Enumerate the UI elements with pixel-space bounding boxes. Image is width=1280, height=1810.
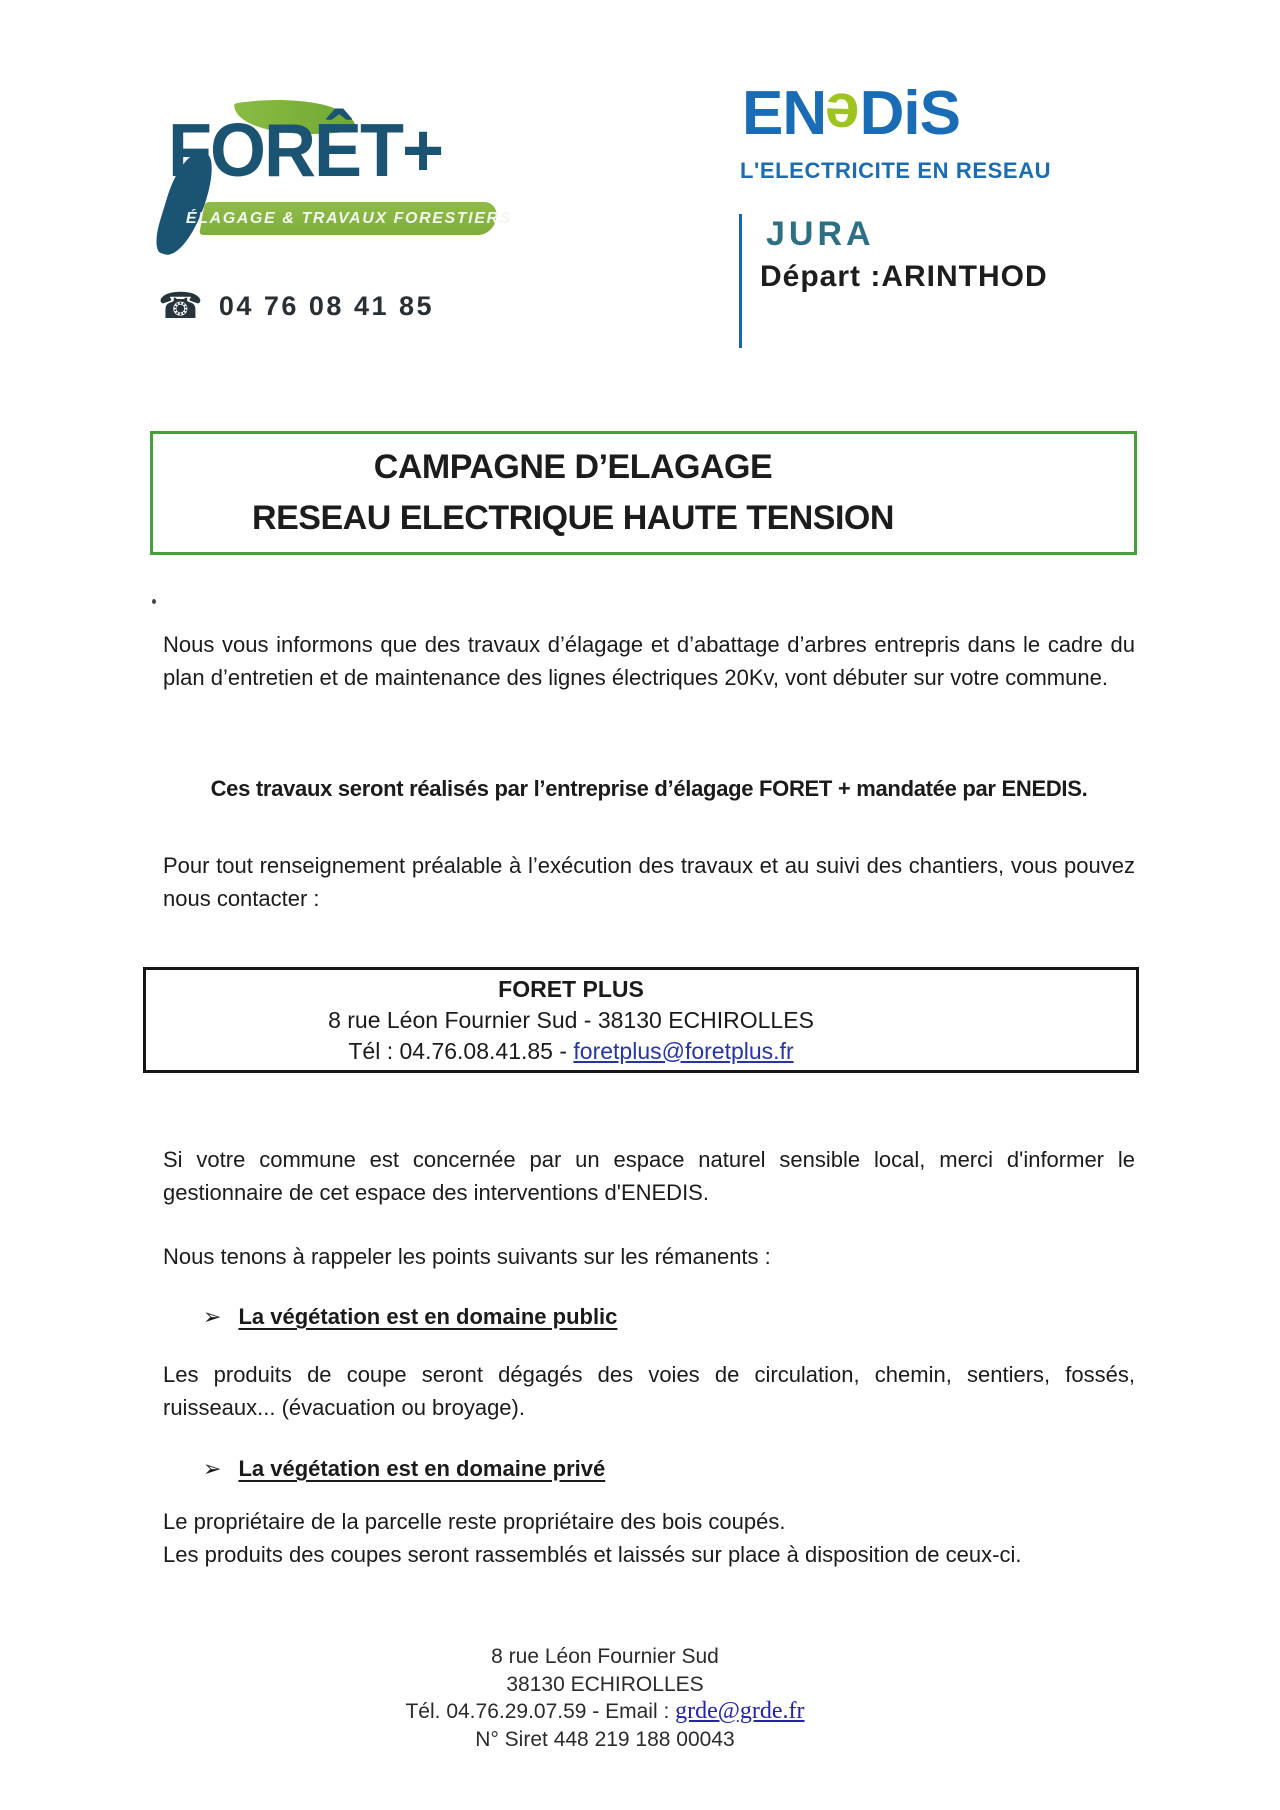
page-footer xyxy=(105,1643,1105,1753)
contact-tel-line xyxy=(146,1036,996,1067)
paragraph-proprietaire-line2: Les produits des coupes seront rassemblés et laissés sur place à disposition de ceux-ci. xyxy=(163,1542,1022,1567)
bullet-domaine-prive xyxy=(163,1452,1175,1485)
grde-email-link[interactable]: grde@grde.fr xyxy=(675,1698,805,1724)
phone-row xyxy=(158,285,435,326)
enedis-logo xyxy=(742,78,960,149)
enedis-logo-post: DiS xyxy=(859,79,960,148)
bullet-domaine-public-label: La végétation est en domaine public xyxy=(238,1304,618,1329)
scan-artifact-dot xyxy=(152,599,156,604)
foretplus-email-link[interactable]: foretplus@foretplus.fr xyxy=(573,1037,794,1064)
footer-tel-prefix: Tél. 04.76.29.07.59 - Email : xyxy=(405,1700,676,1723)
handwritten-margin-line xyxy=(739,214,742,348)
footer-contact-line xyxy=(105,1698,1105,1726)
campaign-title-line2: RESEAU ELECTRIQUE HAUTE TENSION xyxy=(252,499,894,537)
campaign-title xyxy=(153,442,993,544)
contact-address: 8 rue Léon Fournier Sud - 38130 ECHIROLLES xyxy=(328,1006,814,1033)
arrowhead-bullet-icon: ➢ xyxy=(203,1456,222,1481)
footer-address-line2: 38130 ECHIROLLES xyxy=(506,1672,704,1696)
paragraph-produits-coupe: Les produits de coupe seront dégagés des voies de circulation, chemin, sentiers, fossés, ruisseaux... (évacuation ou broyage). xyxy=(163,1362,1135,1420)
phone-icon: ☎ xyxy=(158,285,203,326)
campaign-title-line1: CAMPAGNE D’ELAGAGE xyxy=(373,448,773,486)
paragraph-proprietaire-line1: Le propriétaire de la parcelle reste propriétaire des bois coupés. xyxy=(163,1509,786,1534)
paragraph-remanents: Nous tenons à rappeler les points suivants sur les rémanents : xyxy=(163,1244,771,1269)
footer-address-line1: 8 rue Léon Fournier Sud xyxy=(491,1645,719,1668)
bullet-domaine-public xyxy=(163,1300,1175,1333)
depart-annotation: Départ :ARINTHOD xyxy=(760,260,1048,293)
phone-number: 04 76 08 41 85 xyxy=(218,290,435,321)
contact-box xyxy=(143,967,1139,1073)
campaign-title-box xyxy=(150,431,1137,555)
enedis-tagline: L'ELECTRICITE EN RESEAU xyxy=(740,158,1052,183)
contact-company-name: FORET PLUS xyxy=(498,975,644,1002)
footer-siret: N° Siret 448 219 188 00043 xyxy=(475,1727,735,1751)
arrowhead-bullet-icon: ➢ xyxy=(203,1304,222,1329)
paragraph-contact-info: Pour tout renseignement préalable à l’exécution des travaux et au suivi des chantiers, vous pouvez nous contacter : xyxy=(163,853,1135,911)
foret-tagline-text: ÉLAGAGE & TRAVAUX FORESTIERS xyxy=(186,209,513,227)
foret-tagline-banner xyxy=(186,202,513,235)
contact-box-content xyxy=(146,974,996,1067)
bullet-domaine-prive-label: La végétation est en domaine privé xyxy=(238,1456,606,1481)
foret-brand-text: FORÊT+ xyxy=(168,109,443,193)
contact-tel-prefix: Tél : 04.76.08.41.85 - xyxy=(348,1037,574,1064)
enedis-logo-turned-e: e xyxy=(824,79,861,150)
region-annotation: JURA xyxy=(766,215,875,253)
foret-plus-logo xyxy=(150,88,520,263)
paragraph-espace-naturel: Si votre commune est concernée par un espace naturel sensible local, merci d'informer le gestionnaire de cet espace des interventions d'ENEDIS. xyxy=(163,1147,1135,1205)
paragraph-contractor-bold: Ces travaux seront réalisés par l’entreprise d’élagage FORET + mandatée par ENEDIS. xyxy=(210,776,1088,801)
paragraph-intro: Nous vous informons que des travaux d’élagage et d’abattage d’arbres entrepris dans le cadre du plan d’entretien et de maintenance des lignes électriques 20Kv, vont débuter sur votre commune. xyxy=(163,632,1135,690)
paragraph-proprietaire xyxy=(163,1505,1135,1571)
enedis-logo-pre: EN xyxy=(742,79,827,148)
